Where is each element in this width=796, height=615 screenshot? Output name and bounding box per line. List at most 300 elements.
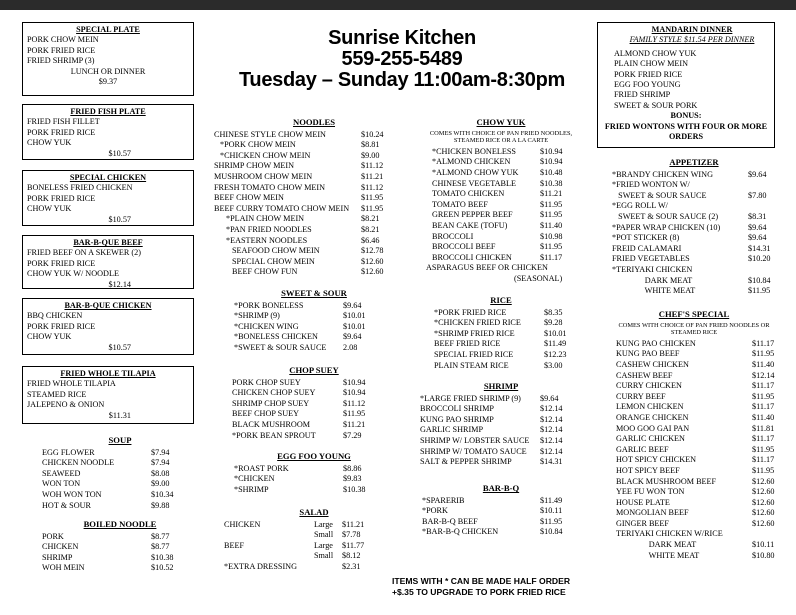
menu-row <box>612 371 776 382</box>
menu-row <box>612 223 776 234</box>
item-price: $11.95 <box>361 193 384 203</box>
special-chicken-title: SPECIAL CHICKEN <box>69 173 147 182</box>
menu-row <box>40 553 200 564</box>
mandarin-bonus-title: BONUS: <box>670 111 702 121</box>
menu-row <box>612 180 776 191</box>
item-price: $12.60 <box>752 518 775 528</box>
menu-row <box>214 562 414 573</box>
top-bar <box>0 0 796 10</box>
menu-row <box>214 485 414 496</box>
item-name: SEAWEED <box>42 468 81 478</box>
item-price: $11.95 <box>540 516 563 526</box>
menu-row <box>418 308 584 319</box>
rice-title: RICE <box>490 295 512 305</box>
item-name: *TERIYAKI CHICKEN <box>612 264 693 274</box>
item-size: Large <box>314 519 333 529</box>
egg-foo-young-title: EGG FOO YOUNG <box>277 451 351 461</box>
menu-row <box>40 458 200 469</box>
menu-row <box>214 332 414 343</box>
item-price: $12.60 <box>752 487 775 497</box>
item-name: CHICKEN NOODLE <box>42 458 115 468</box>
mandarin-item: FRIED SHRIMP <box>614 90 671 100</box>
item-name: *BAR-B-Q CHICKEN <box>422 527 499 537</box>
item-price: $10.94 <box>540 146 563 156</box>
menu-row <box>418 232 584 243</box>
menu-row <box>612 276 776 287</box>
item-price: $12.60 <box>361 256 384 266</box>
item-name: *SHRIMP <box>234 484 269 494</box>
menu-row <box>214 225 414 236</box>
item-price: $10.84 <box>540 527 563 537</box>
item-price: $11.49 <box>544 339 567 349</box>
item-name: DARK MEAT <box>616 540 697 550</box>
menu-row <box>418 350 584 361</box>
item-price: $10.38 <box>343 484 366 494</box>
item-price: $9.64 <box>540 393 559 403</box>
menu-row <box>214 343 414 354</box>
item-name: *PORK FRIED RICE <box>434 307 507 317</box>
chow-yuk-extra: ASPARAGUS BEEF OR CHICKEN <box>426 263 548 273</box>
egg-foo-young-section <box>214 446 414 495</box>
item-price: $7.78 <box>342 530 361 540</box>
mandarin-bonus-text: FRIED WONTONS WITH FOUR OR MORE ORDERS <box>604 121 768 142</box>
item-price: $10.52 <box>151 563 174 573</box>
item-price: $10.01 <box>343 311 366 321</box>
item-name: CHICKEN <box>224 519 261 529</box>
special-chicken-item: BONELESS FRIED CHICKEN <box>27 183 133 193</box>
menu-row <box>214 474 414 485</box>
item-name: CURRY BEEF <box>616 391 666 401</box>
item-name: *SHRIMP (9) <box>234 311 280 321</box>
item-name: PLAIN STEAM RICE <box>434 360 509 370</box>
menu-row <box>40 542 200 553</box>
item-price: $10.11 <box>752 540 775 550</box>
item-name: TOMATO BEEF <box>432 199 488 209</box>
item-price: $11.12 <box>343 398 366 408</box>
menu-row <box>612 402 776 413</box>
item-name: FRESH TOMATO CHOW MEIN <box>214 182 326 192</box>
fried-fish-plate-box <box>22 104 194 160</box>
item-name: WHITE MEAT <box>612 286 696 296</box>
item-name: YEE FU WON TON <box>616 487 685 497</box>
menu-row <box>612 424 776 435</box>
menu-row <box>418 361 584 372</box>
item-name: TOMATO CHICKEN <box>432 189 505 199</box>
special-plate-item: FRIED SHRIMP (3) <box>27 56 95 66</box>
bbq-beef-item: FRIED BEEF ON A SKEWER (2) <box>27 248 141 258</box>
item-name: *PORK CHOW MEIN <box>220 140 296 150</box>
special-chicken-price: $10.57 <box>108 214 131 224</box>
item-name: HOUSE PLATE <box>616 497 670 507</box>
item-name: *CHICKEN CHOW MEIN <box>220 150 311 160</box>
bbq-beef-box <box>22 235 194 289</box>
item-name: *PAN FRIED NOODLES <box>226 224 312 234</box>
bbq-chicken-title: BAR-B-QUE CHICKEN <box>64 301 152 310</box>
item-name: BLACK MUSHROOM <box>232 419 311 429</box>
menu-row <box>612 529 776 540</box>
sweet-sour-title: SWEET & SOUR <box>281 288 347 298</box>
item-name: FRIED VEGETABLES <box>612 254 690 264</box>
menu-row <box>214 151 414 162</box>
item-price: $11.95 <box>748 286 771 296</box>
chow-yuk-subtitle: COMES WITH CHOICE OF PAN FRIED NOODLES, STEAMED RICE OR A LA CARTE <box>429 129 573 145</box>
item-name: HOT SPICY BEEF <box>616 465 680 475</box>
menu-row <box>612 254 776 265</box>
item-price: $11.81 <box>752 423 775 433</box>
item-price: $10.84 <box>748 275 771 285</box>
item-price: $11.40 <box>540 220 563 230</box>
menu-row <box>612 487 776 498</box>
item-price: $11.17 <box>752 434 775 444</box>
menu-row <box>214 464 414 475</box>
item-price: $12.14 <box>540 446 563 456</box>
item-price: $11.95 <box>361 203 384 213</box>
item-price: $6.46 <box>361 235 380 245</box>
item-price: $7.94 <box>151 458 170 468</box>
item-price: $9.28 <box>544 318 563 328</box>
fried-tilapia-item: STEAMED RICE <box>27 389 87 399</box>
mandarin-dinner-subtitle: FAMILY STYLE $11.54 PER DINNER <box>629 35 755 45</box>
menu-row <box>418 447 584 458</box>
menu-row <box>40 490 200 501</box>
item-price: $10.11 <box>540 506 563 516</box>
item-name: *ALMOND CHOW YUK <box>432 167 519 177</box>
menu-row <box>418 339 584 350</box>
item-name: KUNG PAO CHICKEN <box>616 338 696 348</box>
item-name: *ALMOND CHICKEN <box>432 157 511 167</box>
item-price: $9.64 <box>343 332 362 342</box>
bbq-section <box>418 478 584 538</box>
restaurant-hours: Tuesday – Sunday 11:00am-8:30pm <box>238 69 566 91</box>
item-name: *SHRIMP FRIED RICE <box>434 328 515 338</box>
item-name: *PAPER WRAP CHICKEN (10) <box>612 222 721 232</box>
menu-row <box>214 130 414 141</box>
item-name: PORK CHOP SUEY <box>232 377 301 387</box>
menu-row <box>214 322 414 333</box>
special-plate-item: PORK FRIED RICE <box>27 45 96 55</box>
item-name: EGG FLOWER <box>42 447 95 457</box>
menu-row <box>418 517 584 528</box>
menu-row <box>612 286 776 297</box>
item-price: $12.60 <box>752 497 775 507</box>
bbq-chicken-item: CHOW YUK <box>27 332 72 342</box>
item-name: *EXTRA DRESSING <box>224 561 298 571</box>
special-plate-box <box>22 22 194 96</box>
menu-row <box>612 413 776 424</box>
item-price: $10.94 <box>540 157 563 167</box>
item-name: *FRIED WONTON W/ <box>612 180 690 190</box>
item-price: $10.38 <box>151 552 174 562</box>
fried-fish-plate-item: PORK FRIED RICE <box>27 127 96 137</box>
item-name: *LARGE FRIED SHRIMP (9) <box>420 393 521 403</box>
menu-row <box>418 404 584 415</box>
menu-row <box>418 210 584 221</box>
menu-row <box>612 212 776 223</box>
bbq-chicken-item: BBQ CHICKEN <box>27 311 83 321</box>
item-name: CASHEW CHICKEN <box>616 359 689 369</box>
restaurant-phone: 559-255-5489 <box>341 48 463 70</box>
item-price: $9.64 <box>748 222 767 232</box>
appetizer-section <box>612 152 776 297</box>
restaurant-name: Sunrise Kitchen <box>328 27 476 49</box>
shrimp-section <box>418 376 584 468</box>
item-price: $12.60 <box>361 267 384 277</box>
menu-row <box>214 311 414 322</box>
chop-suey-section <box>214 360 414 441</box>
item-name: TERIYAKI CHICKEN W/RICE <box>616 529 723 539</box>
item-name: *BRANDY CHICKEN WING <box>612 169 713 179</box>
item-name: HOT & SOUR <box>42 500 91 510</box>
chop-suey-title: CHOP SUEY <box>289 365 339 375</box>
menu-row <box>418 157 584 168</box>
item-price: $8.21 <box>361 214 380 224</box>
item-price: $12.14 <box>540 425 563 435</box>
item-price: $12.60 <box>752 508 775 518</box>
item-name: BROCCOLI SHRIMP <box>420 404 494 414</box>
menu-row <box>418 200 584 211</box>
item-name: BEEF CURRY TOMATO CHOW MEIN <box>214 203 350 213</box>
item-name: SHRIMP CHOP SUEY <box>232 398 310 408</box>
menu-row <box>214 236 414 247</box>
special-plate-title: SPECIAL PLATE <box>76 25 140 34</box>
item-name: LEMON CHICKEN <box>616 402 684 412</box>
item-price: $11.21 <box>361 171 384 181</box>
menu-row <box>612 477 776 488</box>
soup-title: SOUP <box>108 435 132 445</box>
item-name: SALT & PEPPER SHRIMP <box>420 457 512 467</box>
menu-row <box>612 201 776 212</box>
chefs-special-section <box>612 304 776 561</box>
item-price: $8.35 <box>544 307 563 317</box>
item-price: $10.94 <box>343 388 366 398</box>
item-size: Small <box>314 551 334 561</box>
menu-row <box>418 189 584 200</box>
item-price: $9.88 <box>151 500 170 510</box>
bbq-beef-title: BAR-B-QUE BEEF <box>73 238 143 247</box>
item-price: $3.00 <box>544 360 563 370</box>
item-name: BEEF CHOW FUN <box>232 267 298 277</box>
appetizer-title: APPETIZER <box>669 157 719 167</box>
restaurant-header <box>208 28 596 91</box>
item-name: KUNG PAO SHRIMP <box>420 414 494 424</box>
special-chicken-box <box>22 170 194 226</box>
boiled-noodle-title: BOILED NOODLE <box>83 519 157 529</box>
item-price: $11.17 <box>752 455 775 465</box>
item-price: $12.78 <box>361 246 384 256</box>
bbq-title: BAR-B-Q <box>482 483 520 493</box>
item-price: $11.95 <box>540 242 563 252</box>
item-price: $12.14 <box>540 435 563 445</box>
menu-row <box>418 457 584 468</box>
item-price: $11.95 <box>752 465 775 475</box>
menu-row <box>418 527 584 538</box>
item-name: BEEF <box>224 540 245 550</box>
item-price: $11.95 <box>752 391 775 401</box>
menu-row <box>214 551 414 562</box>
item-name: SPECIAL FRIED RICE <box>434 349 514 359</box>
chow-yuk-section <box>418 112 584 285</box>
menu-note-line2: +$.35 TO UPGRADE TO PORK FRIED RICE <box>392 587 566 597</box>
item-price: $11.21 <box>342 519 365 529</box>
item-name: SHRIMP <box>42 552 73 562</box>
menu-row <box>214 214 414 225</box>
item-name: GINGER BEEF <box>616 518 669 528</box>
item-name: SPECIAL CHOW MEIN <box>232 256 315 266</box>
bbq-beef-item: CHOW YUK W/ NOODLE <box>27 269 119 279</box>
menu-row <box>612 360 776 371</box>
menu-row <box>214 301 414 312</box>
menu-row <box>612 233 776 244</box>
item-name: WOH MEIN <box>42 563 85 573</box>
special-plate-price: $9.37 <box>98 77 118 87</box>
item-name: BROCCOLI CHICKEN <box>432 252 512 262</box>
menu-row <box>418 415 584 426</box>
item-size: Large <box>314 540 333 550</box>
item-price: $11.40 <box>752 412 775 422</box>
item-name: *CHICKEN <box>234 474 275 484</box>
item-name: *CHICKEN BONELESS <box>432 146 516 156</box>
menu-row <box>214 399 414 410</box>
item-price: $9.64 <box>748 233 767 243</box>
menu-row <box>612 392 776 403</box>
item-price: $14.31 <box>540 457 563 467</box>
menu-row <box>214 431 414 442</box>
item-price: 2.08 <box>343 342 358 352</box>
mandarin-dinner-box <box>597 22 775 148</box>
menu-row <box>40 563 200 574</box>
item-name: *ROAST PORK <box>234 463 289 473</box>
chow-yuk-extra-note: (SEASONAL) <box>514 273 563 283</box>
item-name: MOO GOO GAI PAN <box>616 423 690 433</box>
item-name: SWEET & SOUR SAUCE (2) <box>612 211 719 221</box>
menu-row <box>214 520 414 531</box>
item-price: $8.86 <box>343 463 362 473</box>
item-name: BEEF FRIED RICE <box>434 339 501 349</box>
item-name: FREID CALAMARI <box>612 243 682 253</box>
item-name: SHRIMP CHOW MEIN <box>214 161 295 171</box>
item-name: CHINESE VEGETABLE <box>432 178 517 188</box>
special-plate-item: PORK CHOW MEIN <box>27 35 99 45</box>
fried-tilapia-title: FRIED WHOLE TILAPIA <box>60 369 156 378</box>
item-price: $10.80 <box>752 550 775 560</box>
item-price: $10.24 <box>361 129 384 139</box>
item-name: SHRIMP W/ LOBSTER SAUCE <box>420 435 530 445</box>
item-name: CURRY CHICKEN <box>616 381 682 391</box>
item-price: $12.23 <box>544 349 567 359</box>
fried-fish-plate-price: $10.57 <box>108 148 131 158</box>
item-name: *CHICKEN WING <box>234 321 299 331</box>
menu-row <box>612 551 776 562</box>
fried-fish-plate-item: FRIED FISH FILLET <box>27 117 100 127</box>
item-price: $8.12 <box>342 551 361 561</box>
item-name: SHRIMP W/ TOMATO SAUCE <box>420 446 527 456</box>
item-name: BROCCOLI BEEF <box>432 242 496 252</box>
item-name: GARLIC SHRIMP <box>420 425 484 435</box>
rice-section <box>418 290 584 371</box>
menu-row <box>214 267 414 278</box>
item-price: $7.29 <box>343 430 362 440</box>
item-price: $14.31 <box>748 243 771 253</box>
menu-row <box>418 253 584 264</box>
item-name: *EASTERN NOODLES <box>226 235 308 245</box>
item-name: *PORK BONELESS <box>234 300 304 310</box>
item-name: BEAN CAKE (TOFU) <box>432 220 508 230</box>
menu-row <box>418 242 584 253</box>
item-price: $11.77 <box>342 540 365 550</box>
mandarin-item: PORK FRIED RICE <box>614 69 683 79</box>
fried-tilapia-item: FRIED WHOLE TILAPIA <box>27 379 116 389</box>
item-name: *PORK BEAN SPROUT <box>232 430 316 440</box>
item-price: $11.49 <box>540 495 563 505</box>
item-price: $11.40 <box>752 359 775 369</box>
menu-row <box>214 530 414 541</box>
item-name: WOH WON TON <box>42 489 102 499</box>
special-chicken-item: CHOW YUK <box>27 204 72 214</box>
item-name: *PORK <box>422 506 448 516</box>
item-price: $11.95 <box>752 444 775 454</box>
item-price: $10.01 <box>544 328 567 338</box>
item-name: *SWEET & SOUR SAUCE <box>234 342 327 352</box>
menu-row <box>418 179 584 190</box>
item-price: $8.21 <box>361 224 380 234</box>
menu-row <box>40 448 200 459</box>
item-name: CASHEW BEEF <box>616 370 673 380</box>
boiled-noodle-section <box>40 514 200 574</box>
special-plate-when: LUNCH OR DINNER <box>70 66 146 76</box>
item-price: $11.21 <box>343 419 366 429</box>
item-name: *CHICKEN FRIED RICE <box>434 318 521 328</box>
item-price: $7.80 <box>748 190 767 200</box>
menu-row <box>214 388 414 399</box>
menu-row <box>418 329 584 340</box>
salad-title: SALAD <box>299 507 329 517</box>
menu-row <box>214 246 414 257</box>
item-price: $8.77 <box>151 542 170 552</box>
menu-row <box>40 469 200 480</box>
menu-row <box>418 506 584 517</box>
item-name: *EGG ROLL W/ <box>612 201 668 211</box>
item-name: *POT STICKER (8) <box>612 233 680 243</box>
item-price: $11.95 <box>343 409 366 419</box>
special-chicken-item: PORK FRIED RICE <box>27 193 96 203</box>
menu-row <box>612 455 776 466</box>
menu-row <box>612 508 776 519</box>
shrimp-title: SHRIMP <box>483 381 519 391</box>
item-price: $12.14 <box>540 414 563 424</box>
menu-row <box>612 170 776 181</box>
item-name: *PLAIN CHOW MEIN <box>226 214 305 224</box>
item-price: $11.95 <box>752 349 775 359</box>
menu-row <box>418 425 584 436</box>
item-name: HOT SPICY CHICKEN <box>616 455 697 465</box>
menu-row <box>612 540 776 551</box>
menu-row <box>214 172 414 183</box>
bbq-beef-price: $12.14 <box>108 279 131 289</box>
item-price: $11.95 <box>540 199 563 209</box>
menu-row <box>612 349 776 360</box>
fried-fish-plate-title: FRIED FISH PLATE <box>70 107 146 116</box>
item-price: $10.34 <box>151 489 174 499</box>
item-name: MUSHROOM CHOW MEIN <box>214 171 313 181</box>
item-size: Small <box>314 530 334 540</box>
item-name: GARLIC CHICKEN <box>616 434 685 444</box>
item-name: CHICKEN <box>42 542 79 552</box>
item-name: GREEN PEPPER BEEF <box>432 210 513 220</box>
item-name: BAR-B-Q BEEF <box>422 516 478 526</box>
menu-note <box>392 576 570 598</box>
menu-row <box>214 257 414 268</box>
noodles-section <box>214 112 414 278</box>
